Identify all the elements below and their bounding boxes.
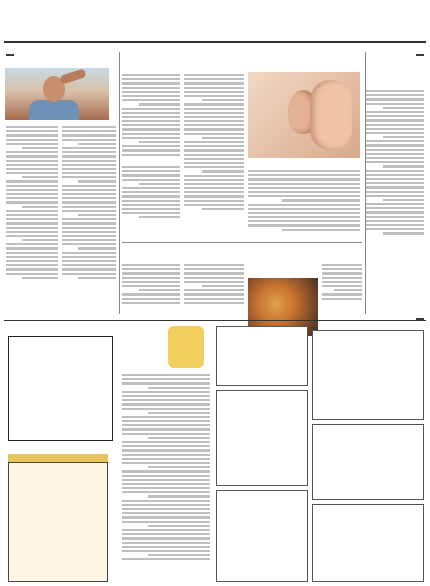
crossword-clues bbox=[122, 372, 210, 582]
masthead bbox=[0, 0, 430, 44]
left-article-body-2 bbox=[62, 124, 116, 316]
wordsearch-grid[interactable] bbox=[8, 462, 108, 582]
ad-box-4 bbox=[312, 330, 424, 420]
wordsearch-title bbox=[8, 454, 108, 462]
header-rule bbox=[4, 41, 426, 43]
brand-logo bbox=[145, 4, 225, 34]
ad-box-6 bbox=[312, 504, 424, 582]
ad-box-5 bbox=[312, 424, 424, 500]
section-divider bbox=[4, 320, 426, 321]
ad-box-1 bbox=[216, 326, 308, 386]
symptoms-body bbox=[122, 164, 180, 236]
section-tab-life bbox=[6, 54, 14, 56]
puzzle-logo bbox=[168, 326, 204, 368]
left-article-body-1 bbox=[6, 124, 58, 316]
ear-photo bbox=[248, 72, 360, 158]
ad-box-3 bbox=[216, 490, 308, 582]
food-article-body-1 bbox=[322, 262, 362, 314]
section-tab-science bbox=[416, 54, 424, 56]
heatstroke-photo bbox=[5, 68, 109, 120]
food-article-body-3 bbox=[122, 262, 180, 318]
right-article-body bbox=[366, 88, 424, 312]
column-divider bbox=[365, 52, 366, 314]
crossword-grid[interactable] bbox=[8, 336, 113, 441]
food-divider bbox=[122, 242, 362, 243]
food-article-body-2 bbox=[184, 262, 244, 318]
ear-article-body-1 bbox=[248, 168, 360, 240]
ear-article-body-2 bbox=[184, 72, 244, 236]
column-divider-left bbox=[119, 52, 120, 314]
ad-box-2 bbox=[216, 390, 308, 486]
